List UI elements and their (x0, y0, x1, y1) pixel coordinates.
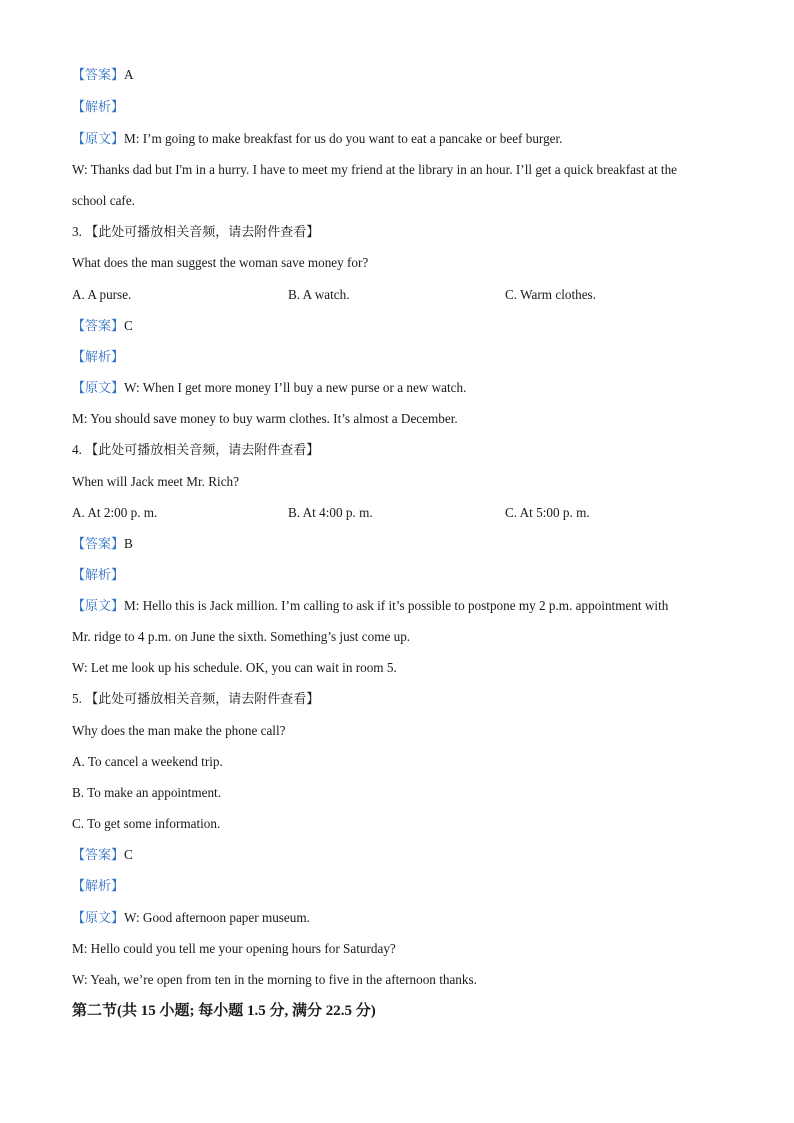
q3-analysis-line (72, 348, 124, 367)
original-label: 【原文】 (72, 911, 125, 926)
q3-question: What does the man suggest the woman save money for? (72, 255, 369, 270)
section-title: 第二节(共 15 小题; 每小题 1.5 分, 满分 22.5 分) (72, 1003, 376, 1019)
q4-question: When will Jack meet Mr. Rich? (72, 474, 239, 489)
q4-answer-line (72, 535, 133, 554)
q4-audio-link[interactable]: 【此处可播放相关音频，请去附件查看】 (85, 443, 320, 458)
q3-option-a: A. A purse. (72, 287, 132, 302)
q4-analysis-line (72, 566, 124, 585)
q5-script-line-2: M: Hello could you tell me your opening hours for Saturday? (72, 941, 396, 956)
q5-answer-line (72, 846, 133, 865)
answer-label: 【答案】 (72, 848, 125, 863)
answer-label: 【答案】 (72, 537, 125, 552)
q4-script-text-1: M: Hello this is Jack million. I’m calling to ask if it’s possible to postpone my 2 p.m. appointment with (124, 598, 669, 613)
q4-option-c: C. At 5:00 p. m. (505, 505, 590, 520)
q3-option-b: B. A watch. (288, 287, 350, 302)
q3-answer: C (124, 318, 133, 333)
q5-script-text-1: W: Good afternoon paper museum. (124, 910, 310, 925)
q5-script-line-3: W: Yeah, we’re open from ten in the morning to five in the afternoon thanks. (72, 972, 477, 987)
q4-number: 4. (72, 442, 82, 457)
analysis-label: 【解析】 (72, 568, 125, 583)
q4-script-line-1 (72, 597, 668, 616)
q5-question: Why does the man make the phone call? (72, 723, 286, 738)
q3-header (72, 223, 319, 242)
answer-label: 【答案】 (72, 319, 125, 334)
q5-audio-link[interactable]: 【此处可播放相关音频，请去附件查看】 (85, 692, 320, 707)
original-label: 【原文】 (72, 132, 125, 147)
q3-number: 3. (72, 224, 82, 239)
q5-option-b: B. To make an appointment. (72, 785, 221, 800)
q4-option-a: A. At 2:00 p. m. (72, 505, 158, 520)
q2-analysis-line (72, 98, 124, 117)
analysis-label: 【解析】 (72, 350, 125, 365)
analysis-label: 【解析】 (72, 100, 125, 115)
q5-option-a: A. To cancel a weekend trip. (72, 754, 223, 769)
q5-answer: C (124, 847, 133, 862)
q5-option-c: C. To get some information. (72, 816, 221, 831)
q3-audio-link[interactable]: 【此处可播放相关音频，请去附件查看】 (85, 225, 320, 240)
q3-script-text-1: W: When I get more money I’ll buy a new purse or a new watch. (124, 380, 467, 395)
q2-script-text-1: M: I’m going to make breakfast for us do you want to eat a pancake or beef burger. (124, 131, 563, 146)
q4-answer: B (124, 536, 133, 551)
q2-answer: A (124, 67, 134, 82)
analysis-label: 【解析】 (72, 879, 125, 894)
original-label: 【原文】 (72, 381, 125, 396)
q4-header (72, 441, 319, 460)
q3-script-line-2: M: You should save money to buy warm clothes. It’s almost a December. (72, 411, 458, 426)
q4-script-line-3: W: Let me look up his schedule. OK, you can wait in room 5. (72, 660, 397, 675)
q3-option-c: C. Warm clothes. (505, 287, 596, 302)
answer-label: 【答案】 (72, 68, 125, 83)
q5-analysis-line (72, 877, 124, 896)
q2-script-line-2: W: Thanks dad but I'm in a hurry. I have to meet my friend at the library in an hour. I’ll get a quick breakfast at the (72, 162, 678, 177)
q5-number: 5. (72, 691, 82, 706)
original-label: 【原文】 (72, 599, 125, 614)
q4-script-line-2: Mr. ridge to 4 p.m. on June the sixth. Something’s just come up. (72, 629, 411, 644)
q5-script-line-1 (72, 909, 310, 928)
q3-script-line-1 (72, 379, 466, 398)
q2-script-line-3: school cafe. (72, 193, 135, 208)
q4-option-b: B. At 4:00 p. m. (288, 505, 373, 520)
q5-header (72, 690, 319, 709)
q2-answer-line (72, 66, 134, 85)
q3-answer-line (72, 317, 133, 336)
q2-script-line-1 (72, 130, 562, 149)
